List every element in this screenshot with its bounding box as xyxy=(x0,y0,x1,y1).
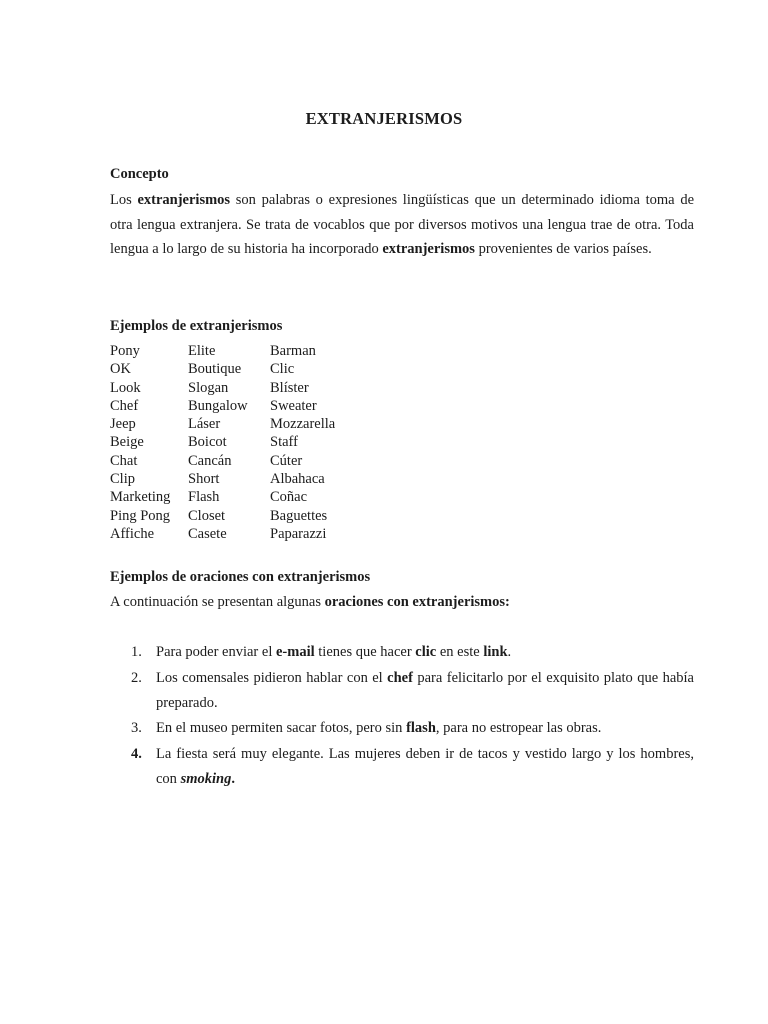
table-cell: Cúter xyxy=(270,452,303,469)
list-number-wrap xyxy=(110,640,156,665)
item-text: La fiesta será muy elegante. Las mujeres deben ir de tacos y vestido largo y los hombres, con xyxy=(156,745,694,787)
bold-term: flash xyxy=(406,720,436,736)
table-cell: Ping Pong xyxy=(110,507,171,524)
paragraph-text: son palabras o expresiones lingüísticas que un determinado idioma toma de otra lengua extranjera. Se trata de vocablos que por diversos motivos una lengua trae de otra. Toda lengua a lo largo de su historia ha incorporado xyxy=(110,192,694,258)
table-cell: Boutique xyxy=(188,361,242,378)
table-cell: Slogan xyxy=(188,379,229,396)
bold-italic-term: smoking xyxy=(180,770,232,787)
list-item-text xyxy=(156,742,694,792)
table-cell: Marketing xyxy=(110,489,171,506)
table-cell: Jeep xyxy=(110,416,136,433)
item-text: tienes que hacer xyxy=(314,644,416,660)
table-cell: Elite xyxy=(188,343,216,359)
table-cell: Clip xyxy=(110,471,135,488)
sentences-list xyxy=(110,640,694,792)
document-title: EXTRANJERISMOS xyxy=(305,109,463,128)
oraciones-intro xyxy=(110,592,510,612)
table-cell: Albahaca xyxy=(270,471,325,488)
paragraph-text: provenientes de varios países. xyxy=(474,241,652,258)
list-item xyxy=(110,666,694,716)
table-cell: Closet xyxy=(188,507,226,524)
table-cell: Look xyxy=(110,379,141,396)
list-number: 1. xyxy=(131,644,142,660)
item-text: Para poder enviar el xyxy=(156,644,276,660)
list-item xyxy=(110,742,694,792)
list-item-text xyxy=(156,640,694,665)
table-cell: Barman xyxy=(270,343,316,359)
list-item-text xyxy=(156,666,694,716)
table-cell: Chat xyxy=(110,452,138,469)
table-cell: Chef xyxy=(110,397,139,414)
table-cell: Blíster xyxy=(270,379,309,396)
table-cell: Short xyxy=(188,471,220,488)
table-cell: Beige xyxy=(110,434,144,451)
bold-term: extranjerismos xyxy=(137,192,231,208)
table-cell: Sweater xyxy=(270,397,317,414)
bold-term: chef xyxy=(387,669,413,686)
bold-term: link xyxy=(483,644,508,660)
examples-table xyxy=(110,342,370,543)
table-cell: Flash xyxy=(188,489,220,506)
list-number: 4. xyxy=(131,745,142,762)
table-cell: Láser xyxy=(188,416,221,433)
table-cell: Bungalow xyxy=(188,397,248,414)
table-cell: Clic xyxy=(270,361,295,378)
list-number: 2. xyxy=(131,669,142,686)
table-row xyxy=(110,379,370,397)
table-cell: Mozzarella xyxy=(270,416,336,433)
table-row xyxy=(110,488,370,506)
item-text: Los comensales pidieron hablar con el xyxy=(156,669,388,686)
intro-bold: oraciones con extranjerismos: xyxy=(324,594,510,610)
table-cell: Pony xyxy=(110,343,140,359)
table-row xyxy=(110,507,370,525)
table-row xyxy=(110,470,370,488)
list-item-text xyxy=(156,716,694,741)
concepto-paragraph xyxy=(110,188,694,262)
table-cell: Coñac xyxy=(270,489,308,506)
table-row xyxy=(110,397,370,415)
list-item xyxy=(110,640,694,665)
table-cell: Staff xyxy=(270,434,298,451)
table-cell: Cancán xyxy=(188,452,232,469)
intro-text: A continuación se presentan algunas xyxy=(110,594,325,610)
bold-term: extranjerismos xyxy=(382,241,475,258)
table-row xyxy=(110,342,370,360)
table-row xyxy=(110,525,370,543)
item-text: . xyxy=(507,644,512,660)
table-row xyxy=(110,452,370,470)
item-text: para felicitarlo por el exquisito plato que había preparado. xyxy=(156,669,694,711)
section-heading-concepto: Concepto xyxy=(110,166,169,182)
table-row xyxy=(110,415,370,433)
item-text: En el museo permiten sacar fotos, pero sin xyxy=(156,720,407,736)
list-item xyxy=(110,716,694,741)
table-cell: Baguettes xyxy=(270,507,328,524)
bold-term: clic xyxy=(415,644,437,660)
table-cell: Paparazzi xyxy=(270,525,327,542)
table-cell: OK xyxy=(110,361,131,378)
item-text: en este xyxy=(436,644,484,660)
list-number-wrap xyxy=(110,742,156,792)
item-text: , para no estropear las obras. xyxy=(435,720,602,736)
section-heading-ejemplos: Ejemplos de extranjerismos xyxy=(110,318,283,334)
paragraph-text: Los xyxy=(110,192,138,208)
table-row xyxy=(110,433,370,451)
list-number-wrap xyxy=(110,666,156,716)
table-cell: Boicot xyxy=(188,434,227,451)
table-row xyxy=(110,360,370,378)
table-cell: Affiche xyxy=(110,525,155,542)
list-number-wrap xyxy=(110,716,156,741)
section-heading-oraciones: Ejemplos de oraciones con extranjerismos xyxy=(110,569,371,585)
bold-term: e-mail xyxy=(275,644,315,660)
list-number: 3. xyxy=(131,720,142,736)
bold-term: . xyxy=(231,770,235,787)
table-cell: Casete xyxy=(188,525,227,542)
